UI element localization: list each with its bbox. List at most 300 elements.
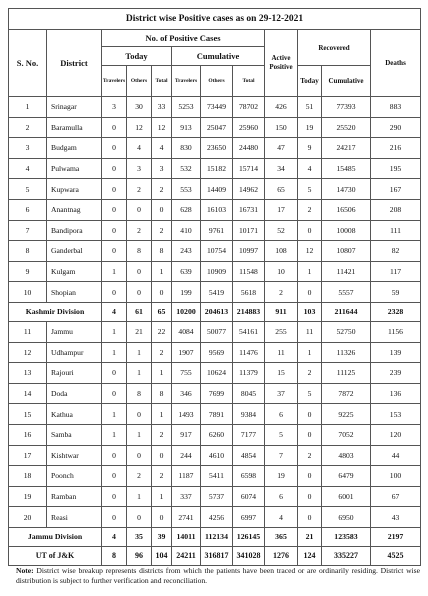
row-value: 2 <box>152 179 172 200</box>
row-value: 0 <box>298 220 322 241</box>
table-row <box>9 138 421 159</box>
table-row <box>9 117 421 138</box>
row-value: 22 <box>152 321 172 342</box>
footnote <box>16 566 420 586</box>
row-sno: 9 <box>9 261 47 282</box>
row-value: 24480 <box>233 138 265 159</box>
row-value: 0 <box>102 507 127 528</box>
row-district: Pulwama <box>47 158 102 179</box>
row-value: 108 <box>265 241 298 262</box>
row-district: Srinagar <box>47 97 102 118</box>
row-value: 199 <box>172 282 201 303</box>
row-value: 11421 <box>322 261 371 282</box>
row-value: 2 <box>152 466 172 487</box>
note-text: District wise breakup represents districts from which the patients have been traced or are ordinarily residing. District wise distribution is subject to further verification and reconciliation. <box>16 566 420 585</box>
row-value: 14962 <box>233 179 265 200</box>
total-value: 104 <box>152 546 172 565</box>
row-value: 1 <box>102 424 127 445</box>
table-row <box>9 424 421 445</box>
row-sno: 13 <box>9 363 47 384</box>
row-value: 1 <box>298 261 322 282</box>
row-sno: 19 <box>9 486 47 507</box>
table-row <box>9 241 421 262</box>
row-value: 830 <box>172 138 201 159</box>
row-value: 6 <box>265 486 298 507</box>
table-row <box>9 466 421 487</box>
total-value: 316817 <box>201 546 233 565</box>
row-value: 12 <box>298 241 322 262</box>
row-value: 4854 <box>233 445 265 466</box>
row-value: 73449 <box>201 97 233 118</box>
total-value: 8 <box>102 546 127 565</box>
cases-table <box>8 8 421 566</box>
total-value: 204613 <box>201 302 233 321</box>
row-district: Jammu <box>47 321 102 342</box>
total-value: 2197 <box>371 527 421 546</box>
row-value: 100 <box>371 466 421 487</box>
row-value: 33 <box>152 97 172 118</box>
row-value: 426 <box>265 97 298 118</box>
total-value: 911 <box>265 302 298 321</box>
row-value: 6997 <box>233 507 265 528</box>
total-value: 39 <box>152 527 172 546</box>
row-value: 0 <box>127 199 152 220</box>
row-value: 9761 <box>201 220 233 241</box>
row-district: Baramulla <box>47 117 102 138</box>
table-row <box>9 261 421 282</box>
row-value: 1 <box>152 404 172 425</box>
row-value: 0 <box>102 220 127 241</box>
table-row <box>9 363 421 384</box>
row-value: 0 <box>152 507 172 528</box>
row-value: 5557 <box>322 282 371 303</box>
row-value: 10008 <box>322 220 371 241</box>
row-district: Reasi <box>47 507 102 528</box>
row-district: Doda <box>47 383 102 404</box>
row-value: 2 <box>127 220 152 241</box>
row-value: 10 <box>265 261 298 282</box>
row-value: 290 <box>371 117 421 138</box>
row-value: 8 <box>127 383 152 404</box>
row-value: 8 <box>152 241 172 262</box>
header-today: Today <box>102 47 172 66</box>
row-value: 4610 <box>201 445 233 466</box>
row-sno: 14 <box>9 383 47 404</box>
row-value: 1 <box>127 486 152 507</box>
row-value: 1 <box>127 363 152 384</box>
jammu-division-total-row <box>9 527 421 546</box>
row-value: 7891 <box>201 404 233 425</box>
row-sno: 16 <box>9 424 47 445</box>
row-value: 30 <box>127 97 152 118</box>
row-value: 1156 <box>371 321 421 342</box>
row-district: Bandipora <box>47 220 102 241</box>
row-value: 11 <box>265 342 298 363</box>
total-value: 1276 <box>265 546 298 565</box>
table-row <box>9 199 421 220</box>
row-value: 10997 <box>233 241 265 262</box>
row-value: 7 <box>265 445 298 466</box>
row-value: 2 <box>152 424 172 445</box>
total-value: 21 <box>298 527 322 546</box>
header-recovered-cumulative: Cumulative <box>322 66 371 97</box>
total-value: 335227 <box>322 546 371 565</box>
row-value: 6950 <box>322 507 371 528</box>
row-value: 7177 <box>233 424 265 445</box>
row-sno: 4 <box>9 158 47 179</box>
row-value: 0 <box>102 486 127 507</box>
row-value: 6001 <box>322 486 371 507</box>
row-value: 9384 <box>233 404 265 425</box>
row-value: 2 <box>298 445 322 466</box>
ut-total-row <box>9 546 421 565</box>
row-value: 0 <box>102 466 127 487</box>
row-district: Rajouri <box>47 363 102 384</box>
row-value: 21 <box>127 321 152 342</box>
total-value: 65 <box>152 302 172 321</box>
row-value: 1 <box>152 261 172 282</box>
row-sno: 18 <box>9 466 47 487</box>
row-value: 0 <box>298 404 322 425</box>
row-sno: 3 <box>9 138 47 159</box>
row-value: 0 <box>152 445 172 466</box>
row-district: Samba <box>47 424 102 445</box>
row-value: 16103 <box>201 199 233 220</box>
total-value: 126145 <box>233 527 265 546</box>
row-value: 5253 <box>172 97 201 118</box>
row-value: 1907 <box>172 342 201 363</box>
row-value: 0 <box>102 138 127 159</box>
total-label: Jammu Division <box>9 527 102 546</box>
row-value: 7872 <box>322 383 371 404</box>
row-value: 5 <box>265 424 298 445</box>
row-value: 117 <box>371 261 421 282</box>
row-sno: 8 <box>9 241 47 262</box>
row-value: 139 <box>371 342 421 363</box>
row-value: 1 <box>102 321 127 342</box>
row-sno: 12 <box>9 342 47 363</box>
table-row <box>9 97 421 118</box>
row-value: 0 <box>298 282 322 303</box>
row-value: 2 <box>298 363 322 384</box>
total-value: 124 <box>298 546 322 565</box>
row-value: 16731 <box>233 199 265 220</box>
header-cum-others: Others <box>201 66 233 97</box>
row-value: 0 <box>102 179 127 200</box>
row-value: 77393 <box>322 97 371 118</box>
row-value: 1 <box>102 404 127 425</box>
row-value: 44 <box>371 445 421 466</box>
row-value: 0 <box>127 404 152 425</box>
row-value: 4 <box>127 138 152 159</box>
kashmir-division-total-row <box>9 302 421 321</box>
table-row <box>9 383 421 404</box>
row-value: 410 <box>172 220 201 241</box>
row-value: 10807 <box>322 241 371 262</box>
row-value: 883 <box>371 97 421 118</box>
row-value: 0 <box>102 282 127 303</box>
row-value: 10754 <box>201 241 233 262</box>
row-value: 6 <box>265 404 298 425</box>
row-value: 244 <box>172 445 201 466</box>
row-value: 1 <box>298 342 322 363</box>
row-value: 2 <box>127 179 152 200</box>
row-sno: 20 <box>9 507 47 528</box>
header-district: District <box>47 30 102 97</box>
total-value: 4525 <box>371 546 421 565</box>
row-value: 532 <box>172 158 201 179</box>
row-district: Kathua <box>47 404 102 425</box>
row-value: 4 <box>152 138 172 159</box>
row-value: 25520 <box>322 117 371 138</box>
row-value: 5618 <box>233 282 265 303</box>
header-recovered-today: Today <box>298 66 322 97</box>
row-value: 16506 <box>322 199 371 220</box>
row-value: 14409 <box>201 179 233 200</box>
table-row <box>9 282 421 303</box>
row-value: 15714 <box>233 158 265 179</box>
table-row <box>9 507 421 528</box>
row-value: 0 <box>152 199 172 220</box>
row-value: 4803 <box>322 445 371 466</box>
row-value: 15 <box>265 363 298 384</box>
row-value: 216 <box>371 138 421 159</box>
row-value: 337 <box>172 486 201 507</box>
table-title: District wise Positive cases as on 29-12-2021 <box>9 9 421 30</box>
row-value: 25960 <box>233 117 265 138</box>
row-sno: 7 <box>9 220 47 241</box>
row-value: 120 <box>371 424 421 445</box>
total-value: 112134 <box>201 527 233 546</box>
row-value: 4 <box>265 507 298 528</box>
row-value: 2741 <box>172 507 201 528</box>
header-positive-cases: No. of Positive Cases <box>102 30 265 47</box>
row-value: 8 <box>127 241 152 262</box>
row-value: 208 <box>371 199 421 220</box>
row-value: 82 <box>371 241 421 262</box>
header-recovered: Recovered <box>298 30 371 66</box>
row-value: 553 <box>172 179 201 200</box>
total-value: 123583 <box>322 527 371 546</box>
row-value: 0 <box>102 117 127 138</box>
row-value: 0 <box>102 241 127 262</box>
row-value: 11476 <box>233 342 265 363</box>
row-sno: 17 <box>9 445 47 466</box>
row-value: 17 <box>265 199 298 220</box>
row-value: 0 <box>102 158 127 179</box>
row-district: Anantnag <box>47 199 102 220</box>
row-value: 19 <box>298 117 322 138</box>
row-sno: 2 <box>9 117 47 138</box>
total-value: 2328 <box>371 302 421 321</box>
row-value: 15485 <box>322 158 371 179</box>
total-value: 35 <box>127 527 152 546</box>
row-value: 43 <box>371 507 421 528</box>
row-value: 1 <box>127 342 152 363</box>
row-value: 34 <box>265 158 298 179</box>
row-value: 913 <box>172 117 201 138</box>
row-value: 11548 <box>233 261 265 282</box>
header-cum-travelers: Travelers <box>172 66 201 97</box>
row-sno: 1 <box>9 97 47 118</box>
row-value: 15182 <box>201 158 233 179</box>
row-value: 3 <box>102 97 127 118</box>
row-value: 8045 <box>233 383 265 404</box>
total-value: 10200 <box>172 302 201 321</box>
row-value: 25047 <box>201 117 233 138</box>
row-value: 52750 <box>322 321 371 342</box>
row-value: 0 <box>298 466 322 487</box>
row-district: Ganderbal <box>47 241 102 262</box>
table-row <box>9 342 421 363</box>
row-value: 12 <box>152 117 172 138</box>
row-value: 0 <box>102 199 127 220</box>
header-cum-total: Total <box>233 66 265 97</box>
row-value: 167 <box>371 179 421 200</box>
row-value: 52 <box>265 220 298 241</box>
row-value: 10171 <box>233 220 265 241</box>
row-value: 346 <box>172 383 201 404</box>
row-value: 153 <box>371 404 421 425</box>
row-value: 239 <box>371 363 421 384</box>
row-value: 0 <box>127 261 152 282</box>
row-value: 4084 <box>172 321 201 342</box>
row-value: 2 <box>127 466 152 487</box>
row-value: 5419 <box>201 282 233 303</box>
row-value: 9225 <box>322 404 371 425</box>
total-value: 96 <box>127 546 152 565</box>
header-cumulative: Cumulative <box>172 47 265 66</box>
row-value: 628 <box>172 199 201 220</box>
row-value: 11379 <box>233 363 265 384</box>
row-value: 3 <box>127 158 152 179</box>
row-district: Budgam <box>47 138 102 159</box>
row-value: 0 <box>127 507 152 528</box>
row-value: 0 <box>298 486 322 507</box>
table-row <box>9 404 421 425</box>
total-label: UT of J&K <box>9 546 102 565</box>
total-value: 211644 <box>322 302 371 321</box>
row-value: 11 <box>298 321 322 342</box>
total-value: 214883 <box>233 302 265 321</box>
table-row <box>9 179 421 200</box>
row-value: 0 <box>298 507 322 528</box>
row-value: 24217 <box>322 138 371 159</box>
row-sno: 15 <box>9 404 47 425</box>
row-sno: 6 <box>9 199 47 220</box>
row-value: 7699 <box>201 383 233 404</box>
row-district: Ramban <box>47 486 102 507</box>
row-value: 255 <box>265 321 298 342</box>
row-value: 6479 <box>322 466 371 487</box>
row-value: 917 <box>172 424 201 445</box>
row-value: 243 <box>172 241 201 262</box>
row-value: 195 <box>371 158 421 179</box>
row-value: 11125 <box>322 363 371 384</box>
row-value: 50077 <box>201 321 233 342</box>
row-value: 0 <box>102 445 127 466</box>
table-row <box>9 445 421 466</box>
row-value: 6260 <box>201 424 233 445</box>
header-active-positive: Active Positive <box>265 30 298 97</box>
row-value: 639 <box>172 261 201 282</box>
row-value: 1493 <box>172 404 201 425</box>
row-value: 54161 <box>233 321 265 342</box>
header-sno: S. No. <box>9 30 47 97</box>
row-value: 14730 <box>322 179 371 200</box>
row-value: 1 <box>102 342 127 363</box>
row-value: 150 <box>265 117 298 138</box>
row-sno: 5 <box>9 179 47 200</box>
row-value: 755 <box>172 363 201 384</box>
total-value: 365 <box>265 527 298 546</box>
total-value: 4 <box>102 302 127 321</box>
row-value: 136 <box>371 383 421 404</box>
row-value: 10624 <box>201 363 233 384</box>
row-value: 9569 <box>201 342 233 363</box>
total-value: 4 <box>102 527 127 546</box>
row-value: 37 <box>265 383 298 404</box>
row-value: 8 <box>152 383 172 404</box>
table-row <box>9 220 421 241</box>
row-value: 0 <box>152 282 172 303</box>
row-value: 9 <box>298 138 322 159</box>
row-value: 2 <box>265 282 298 303</box>
row-value: 0 <box>102 363 127 384</box>
total-value: 14011 <box>172 527 201 546</box>
row-value: 12 <box>127 117 152 138</box>
row-value: 2 <box>152 220 172 241</box>
total-label: Kashmir Division <box>9 302 102 321</box>
row-value: 0 <box>127 445 152 466</box>
row-value: 4256 <box>201 507 233 528</box>
row-value: 51 <box>298 97 322 118</box>
row-value: 19 <box>265 466 298 487</box>
row-value: 23650 <box>201 138 233 159</box>
row-value: 1 <box>127 424 152 445</box>
row-value: 11326 <box>322 342 371 363</box>
row-value: 5411 <box>201 466 233 487</box>
total-value: 61 <box>127 302 152 321</box>
row-value: 2 <box>152 342 172 363</box>
row-value: 59 <box>371 282 421 303</box>
row-value: 65 <box>265 179 298 200</box>
total-value: 24211 <box>172 546 201 565</box>
table-row <box>9 486 421 507</box>
row-district: Udhampur <box>47 342 102 363</box>
row-value: 0 <box>102 383 127 404</box>
table-row <box>9 158 421 179</box>
row-value: 1187 <box>172 466 201 487</box>
row-district: Kulgam <box>47 261 102 282</box>
row-value: 3 <box>152 158 172 179</box>
row-value: 7052 <box>322 424 371 445</box>
row-district: Poonch <box>47 466 102 487</box>
row-value: 111 <box>371 220 421 241</box>
row-sno: 10 <box>9 282 47 303</box>
row-value: 5 <box>298 383 322 404</box>
row-value: 2 <box>298 199 322 220</box>
row-value: 0 <box>127 282 152 303</box>
row-value: 4 <box>298 158 322 179</box>
row-district: Kishtwar <box>47 445 102 466</box>
header-today-total: Total <box>152 66 172 97</box>
table-row <box>9 321 421 342</box>
row-district: Kupwara <box>47 179 102 200</box>
row-value: 78702 <box>233 97 265 118</box>
row-value: 1 <box>152 363 172 384</box>
total-value: 341028 <box>233 546 265 565</box>
